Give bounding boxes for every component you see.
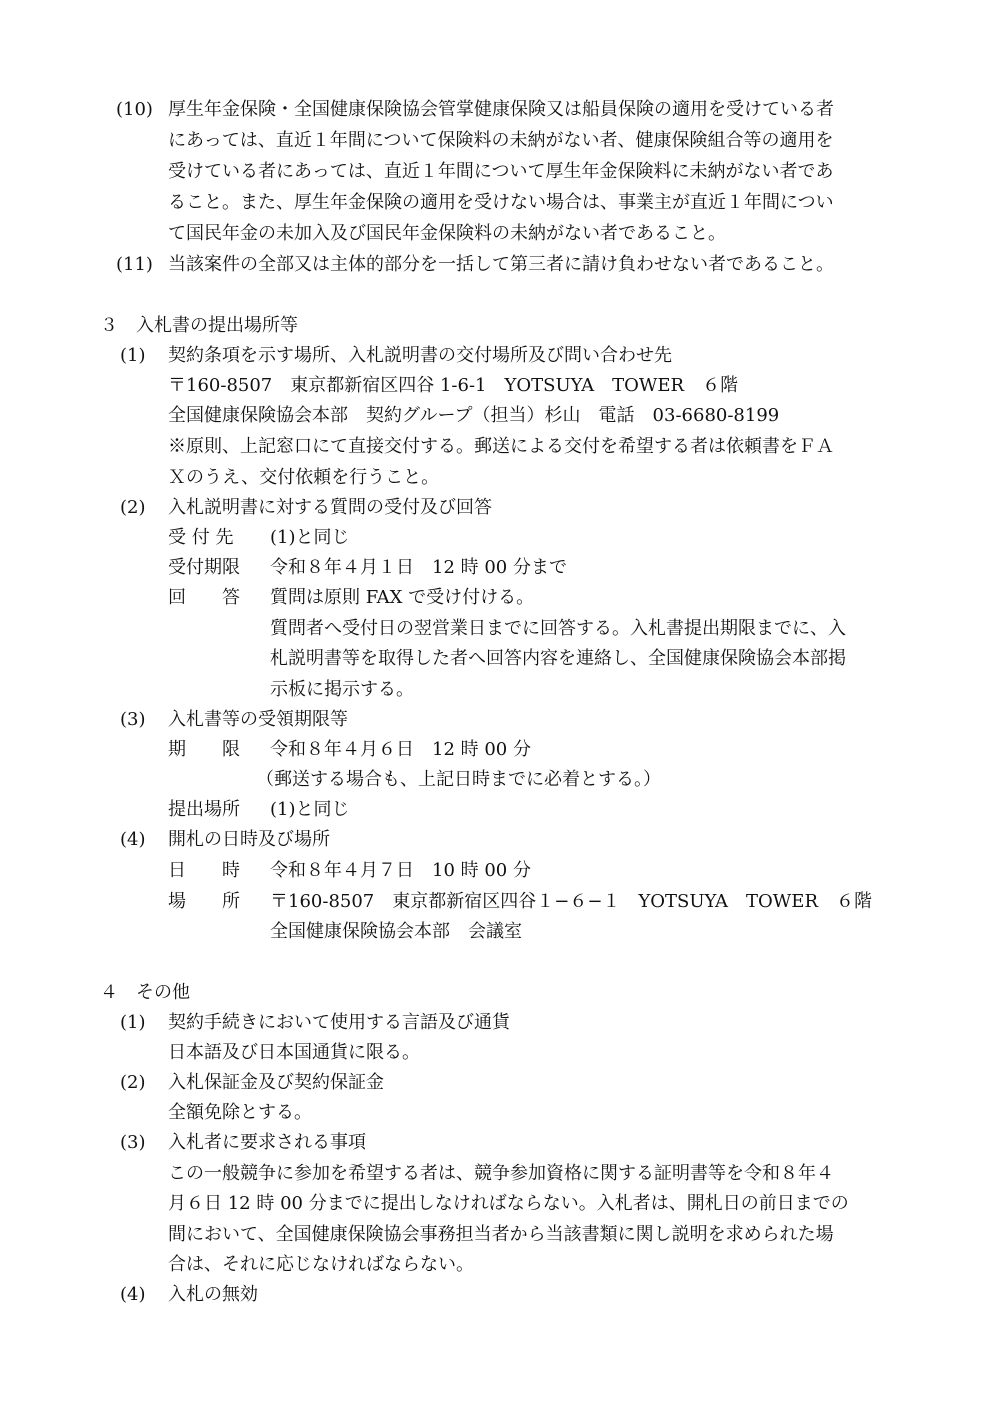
item-text-line: ること。また、厚生年金保険の適用を受けない場合は、事業主が直近１年間につい (168, 192, 834, 213)
row-value: 令和８年４月７日 10 時 00 分 (270, 860, 531, 881)
row-value: 令和８年４月６日 12 時 00 分 (270, 739, 531, 760)
item-title: 開札の日時及び場所 (168, 829, 330, 850)
row-value: 質問は原則 FAX で受け付ける。 (270, 587, 535, 608)
item-body: 全額免除とする。 (168, 1102, 312, 1123)
note-line: Ｘのうえ、交付依頼を行うこと。 (168, 467, 440, 488)
answer-line: 札説明書等を取得した者へ回答内容を連絡し、全国健康保険協会本部掲 (270, 648, 846, 669)
contact-line: 全国健康保険協会本部 契約グループ（担当）杉山 電話 03-6680-8199 (168, 405, 780, 426)
note-line: ※原則、上記窓口にて直接交付する。郵送による交付を希望する者は依頼書をＦＡ (168, 436, 834, 457)
section-heading: ３ 入札書の提出場所等 (100, 315, 298, 336)
item-text-line: 受けている者にあっては、直近１年間について厚生年金保険料に未納がない者であ (168, 161, 834, 182)
item-text-line: 厚生年金保険・全国健康保険協会管掌健康保険又は船員保険の適用を受けている者 (168, 99, 834, 120)
item-number: (4) (120, 829, 146, 850)
item-title: 契約条項を示す場所、入札説明書の交付場所及び問い合わせ先 (168, 345, 672, 366)
item-body-line: 月６日 12 時 00 分までに提出しなければならない。入札者は、開札日の前日までの (168, 1193, 849, 1214)
row-value: 全国健康保険協会本部 会議室 (270, 921, 522, 942)
row-label: 受 付 先 (168, 527, 234, 548)
item-body: 日本語及び日本国通貨に限る。 (168, 1042, 420, 1063)
row-value: (1)と同じ (270, 799, 350, 820)
section-heading: ４ その他 (100, 982, 190, 1003)
item-number: (4) (120, 1284, 146, 1305)
row-label: 期 限 (168, 739, 240, 760)
item-title: 入札書等の受領期限等 (168, 709, 348, 730)
item-text-line: て国民年金の未加入及び国民年金保険料の未納がない者であること。 (168, 223, 726, 244)
item-title: 契約手続きにおいて使用する言語及び通貨 (168, 1012, 510, 1033)
deadline-note: （郵送する場合も、上記日時までに必着とする。） (256, 769, 661, 790)
row-value: 令和８年４月１日 12 時 00 分まで (270, 557, 567, 578)
item-body-line: 合は、それに応じなければならない。 (168, 1254, 474, 1275)
row-label: 提出場所 (168, 799, 240, 820)
item-number: (10) (116, 99, 153, 120)
row-label: 場 所 (168, 891, 240, 912)
item-text-line: 当該案件の全部又は主体的部分を一括して第三者に請け負わせない者であること。 (168, 254, 834, 275)
item-number: (11) (116, 254, 153, 275)
item-title: 入札者に要求される事項 (168, 1132, 366, 1153)
item-text-line: にあっては、直近１年間について保険料の未納がない者、健康保険組合等の適用を (168, 130, 834, 151)
address-line: 〒160-8507 東京都新宿区四谷 1-6-1 YOTSUYA TOWER ６階 (168, 375, 739, 396)
item-title: 入札の無効 (168, 1284, 258, 1305)
item-number: (2) (120, 1072, 146, 1093)
answer-line: 示板に掲示する。 (270, 679, 414, 700)
item-title: 入札保証金及び契約保証金 (168, 1072, 384, 1093)
item-body-line: 間において、全国健康保険協会事務担当者から当該書類に関し説明を求められた場 (168, 1224, 834, 1245)
item-body-line: この一般競争に参加を希望する者は、競争参加資格に関する証明書等を令和８年４ (168, 1163, 834, 1184)
item-number: (2) (120, 497, 146, 518)
row-value: 〒160-8507 東京都新宿区四谷１−６−１ YOTSUYA TOWER ６階 (270, 891, 872, 912)
row-value: (1)と同じ (270, 527, 350, 548)
item-number: (1) (120, 1012, 146, 1033)
row-label: 受付期限 (168, 557, 240, 578)
row-label: 回 答 (168, 587, 240, 608)
item-number: (3) (120, 1132, 146, 1153)
answer-line: 質問者へ受付日の翌営業日までに回答する。入札書提出期限までに、入 (270, 618, 846, 639)
item-number: (3) (120, 709, 146, 730)
item-number: (1) (120, 345, 146, 366)
item-title: 入札説明書に対する質問の受付及び回答 (168, 497, 492, 518)
row-label: 日 時 (168, 860, 240, 881)
